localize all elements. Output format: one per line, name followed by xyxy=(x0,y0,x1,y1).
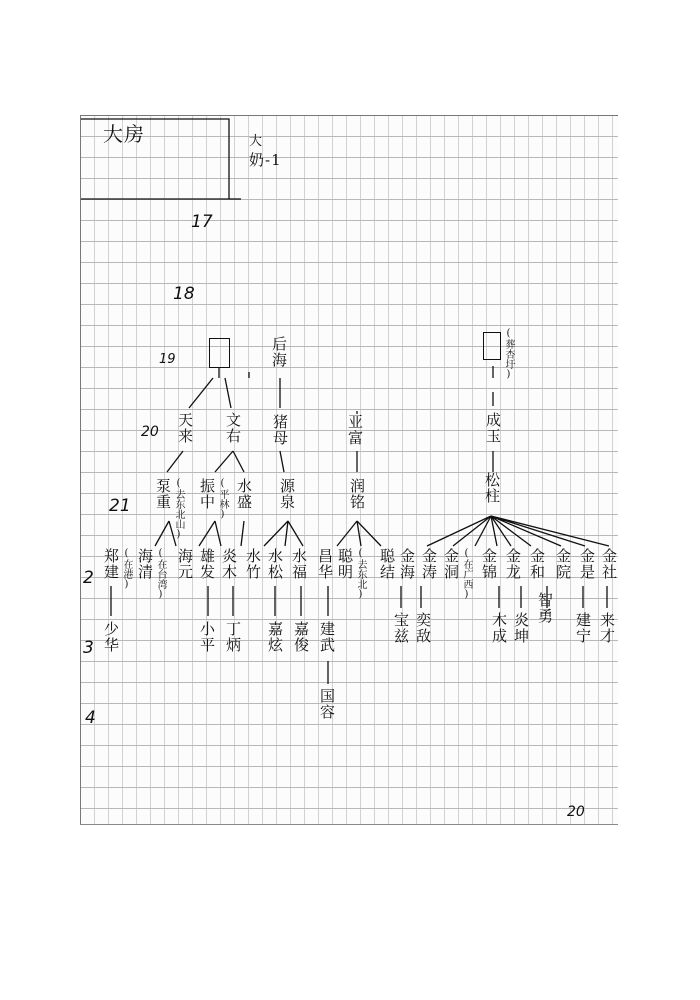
person-name: 金是 xyxy=(578,548,596,580)
page-number: 20 xyxy=(567,804,585,820)
person-name: 金龙 xyxy=(504,548,522,580)
person-name: 炎坤 xyxy=(512,612,530,644)
person-name: 小平 xyxy=(198,621,216,653)
person-name: 海清 xyxy=(136,548,154,580)
generation-number: 19 xyxy=(159,352,176,367)
ancestor-note: (葬杏圩) xyxy=(503,328,514,380)
person-name: 水盛 xyxy=(235,478,253,510)
person-name: 天来 xyxy=(176,412,194,444)
generation-number: 17 xyxy=(191,212,213,232)
house-title: 大房 xyxy=(103,122,145,146)
person-name: 炎木 xyxy=(220,548,238,580)
person-name: 来才 xyxy=(598,612,616,644)
person-note: (在台湾) xyxy=(155,548,166,600)
person-name: 松柱 xyxy=(483,472,501,504)
unknown-ancestor-box xyxy=(483,332,501,360)
person-name: 金和 xyxy=(528,548,546,580)
person-name: 昌华 xyxy=(316,548,334,580)
person-name: 雄发 xyxy=(198,548,216,580)
person-note: (去东北) xyxy=(355,548,366,600)
ref-code: 奶-1 xyxy=(249,151,282,169)
generation-number: 4 xyxy=(85,708,96,728)
person-name: 国容 xyxy=(318,688,336,720)
person-name: 猪母 xyxy=(271,414,289,446)
person-name: 聪明 xyxy=(336,548,354,580)
person-note: (在港) xyxy=(121,548,132,590)
ref-char: 大 xyxy=(249,134,264,149)
person-name: 金海 xyxy=(398,548,416,580)
person-name: 建武 xyxy=(318,621,336,653)
person-name: 智勇 xyxy=(536,592,554,624)
person-name: 金锦 xyxy=(480,548,498,580)
person-name: 少华 xyxy=(102,621,120,653)
lineage-lines xyxy=(81,116,618,824)
person-note: (在广西) xyxy=(461,548,472,600)
person-name: 金洞 xyxy=(442,548,460,580)
person-name: 泵重 xyxy=(154,478,172,510)
person-name: 建宁 xyxy=(574,612,592,644)
genealogy-page xyxy=(80,115,618,825)
person-name: 金院 xyxy=(554,548,572,580)
person-name: 金涛 xyxy=(420,548,438,580)
person-name: 郑建 xyxy=(102,548,120,580)
person-name: 宝兹 xyxy=(392,612,410,644)
person-name: 嘉俊 xyxy=(292,621,310,653)
person-name: 嘉炫 xyxy=(266,621,284,653)
generation-number: 2 xyxy=(83,568,94,588)
person-note: (平林) xyxy=(217,478,228,520)
person-name: 文右 xyxy=(224,412,242,444)
person-name: 水松 xyxy=(266,548,284,580)
person-name: 海元 xyxy=(176,548,194,580)
person-note: (去东北山) xyxy=(173,478,184,540)
person-name: 水福 xyxy=(290,548,308,580)
person-name: 亚富 xyxy=(346,414,364,446)
person-name: 水竹 xyxy=(244,548,262,580)
generation-number: 18 xyxy=(173,284,195,304)
person-name: 木成 xyxy=(490,612,508,644)
person-name: 奕敌 xyxy=(414,612,432,644)
unknown-ancestor-box xyxy=(209,338,230,368)
person-name: 金社 xyxy=(600,548,618,580)
person-name: 润铭 xyxy=(348,478,366,510)
generation-number: 21 xyxy=(109,496,131,516)
generation-number: 20 xyxy=(141,424,159,440)
ancestor-name: 后海 xyxy=(270,336,288,368)
person-name: 丁炳 xyxy=(224,621,242,653)
person-name: 聪结 xyxy=(378,548,396,580)
person-name: 源泉 xyxy=(278,478,296,510)
person-name: 成玉 xyxy=(484,412,502,444)
generation-number: 3 xyxy=(83,638,94,658)
person-name: 振中 xyxy=(198,478,216,510)
